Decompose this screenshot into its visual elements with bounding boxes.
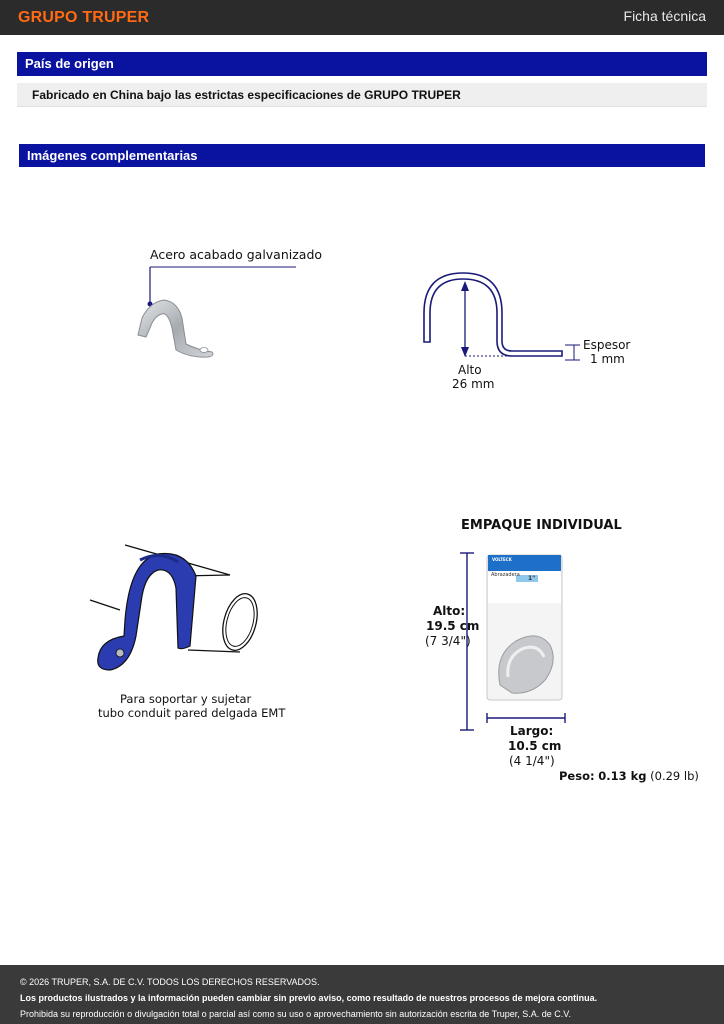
top-bar xyxy=(0,0,724,35)
package-figure xyxy=(420,515,699,790)
clamp-profile-drawing xyxy=(410,265,640,395)
document-type: Ficha técnica xyxy=(623,8,706,24)
package-length-label: Largo: xyxy=(510,724,554,738)
clamp-photo-figure xyxy=(120,240,323,370)
thickness-value: 1 mm xyxy=(590,352,625,366)
weight-value: 0.13 kg xyxy=(598,769,647,783)
package-brand: VOLTECK xyxy=(492,557,512,562)
height-label: Alto xyxy=(458,363,482,377)
clamp-on-conduit-drawing xyxy=(80,540,280,690)
package-length-cm: 10.5 cm xyxy=(508,739,562,753)
package-size: 1" xyxy=(528,575,536,582)
use-text-line1: Para soportar y sujetar xyxy=(120,692,252,706)
footer-notice: Los productos ilustrados y la información pueden cambiar sin previo aviso, como resultado de nuestros procesos de mejora continua. xyxy=(20,993,598,1003)
package-height-in: (7 3/4") xyxy=(425,634,471,648)
package-height-cm: 19.5 cm xyxy=(426,619,480,633)
use-text-line2: tubo conduit pared delgada EMT xyxy=(98,706,286,720)
footer-legal: Prohibida su reproducción o divulgación total o parcial así como su uso o aprovechamiento sin autorización escrita de Truper, S.A. de C.V. xyxy=(20,1009,571,1019)
origin-section-title: País de origen xyxy=(17,52,707,76)
clamp-on-conduit-figure xyxy=(80,540,286,730)
height-value: 26 mm xyxy=(452,377,495,391)
weight-label: Peso: xyxy=(559,769,595,783)
brand-logo: GRUPO TRUPER xyxy=(18,9,150,26)
finish-label: Acero acabado galvanizado xyxy=(150,247,323,262)
images-section-title: Imágenes complementarias xyxy=(19,144,705,167)
package-title: EMPAQUE INDIVIDUAL xyxy=(461,518,622,533)
footer-copyright: © 2026 TRUPER, S.A. DE C.V. TODOS LOS DERECHOS RESERVADOS. xyxy=(20,977,320,987)
weight-lb: (0.29 lb) xyxy=(650,769,699,783)
dimension-diagram xyxy=(410,265,640,395)
clamp-photo xyxy=(120,240,323,370)
footer xyxy=(0,965,724,1024)
package-height-label: Alto: xyxy=(433,604,466,618)
origin-text: Fabricado en China bajo las estrictas especificaciones de GRUPO TRUPER xyxy=(17,83,707,107)
package-weight xyxy=(559,769,699,783)
package-product: Abrazadera xyxy=(491,572,520,578)
thickness-label: Espesor xyxy=(583,338,631,352)
package-length-in: (4 1/4") xyxy=(509,754,555,768)
